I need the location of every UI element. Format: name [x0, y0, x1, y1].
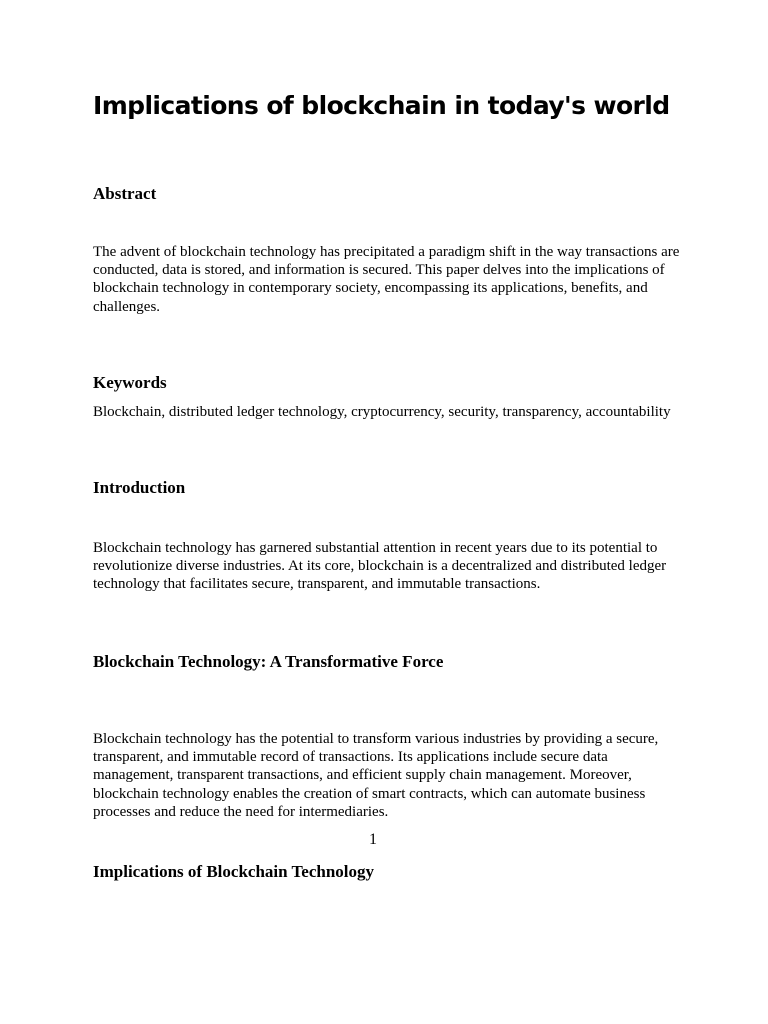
page-number: 1 — [369, 831, 377, 848]
document-title: Implications of blockchain in today's world — [93, 91, 670, 120]
keywords-text: Blockchain, distributed ledger technology, cryptocurrency, security, transparency, accountability — [93, 404, 671, 420]
transformative-force-text: Blockchain technology has the potential to transform various industries by providing a secure, transparent, and immutable record of transactions. Its applications include secure data management, transparent transactions, and efficient supply chain management. Moreover, blockchain technology enables the creation of smart contracts, which can automate business processes and reduce the need for intermediaries. — [93, 731, 659, 820]
introduction-heading: Introduction — [93, 478, 186, 497]
abstract-text: The advent of blockchain technology has precipitated a paradigm shift in the way transactions are conducted, data is stored, and information is secured. This paper delves into the implications of blockchain technology in contemporary society, encompassing its applications, benefits, and challenges. — [93, 244, 680, 315]
transformative-force-heading: Blockchain Technology: A Transformative Force — [93, 652, 444, 671]
abstract-heading: Abstract — [93, 184, 157, 203]
introduction-text: Blockchain technology has garnered substantial attention in recent years due to its potential to revolutionize diverse industries. At its core, blockchain is a decentralized and distributed ledger technology that facilitates secure, transparent, and immutable transactions. — [93, 540, 667, 593]
keywords-heading: Keywords — [93, 373, 167, 392]
implications-heading: Implications of Blockchain Technology — [93, 862, 375, 881]
